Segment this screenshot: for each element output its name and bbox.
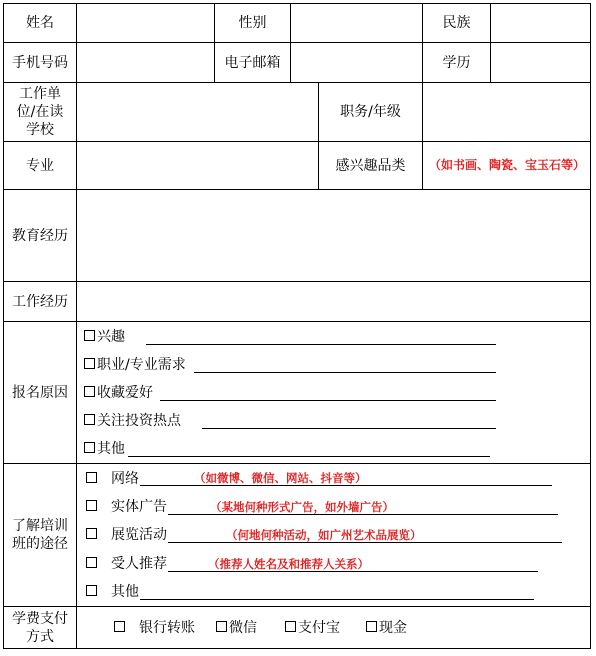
channel-option-label: 网络	[111, 471, 139, 487]
checkbox-icon[interactable]	[84, 386, 95, 397]
employer-field[interactable]	[77, 83, 318, 141]
payment-option[interactable]	[285, 619, 340, 637]
channel-option[interactable]	[86, 470, 139, 488]
checkbox-icon[interactable]	[86, 500, 97, 511]
reason-option[interactable]	[84, 384, 153, 402]
channel-option[interactable]	[86, 583, 139, 601]
payment-option-label: 支付宝	[298, 620, 340, 636]
reason-option[interactable]	[84, 356, 186, 374]
channel-option-label: 受人推荐	[111, 556, 167, 572]
gender-field[interactable]	[291, 4, 422, 42]
reason-option[interactable]	[84, 440, 125, 458]
reason-option-label: 职业/专业需求	[97, 357, 186, 373]
reason-option-label: 其他	[97, 441, 125, 457]
name-label: 姓名	[26, 15, 54, 31]
fill-line[interactable]	[140, 485, 552, 486]
education-label: 学历	[442, 54, 471, 71]
education-history-field[interactable]	[77, 190, 590, 281]
reasons-label: 报名原因	[12, 384, 68, 401]
channel-option-label: 展览活动	[111, 527, 167, 543]
row-divider	[4, 463, 590, 464]
checkbox-icon[interactable]	[285, 621, 296, 632]
position-label: 职务/年级	[340, 104, 401, 120]
email-field[interactable]	[291, 43, 422, 82]
checkbox-icon[interactable]	[84, 358, 95, 369]
fill-line[interactable]	[168, 542, 562, 543]
education-field[interactable]	[491, 43, 590, 82]
row-divider	[4, 606, 590, 607]
fill-line[interactable]	[202, 428, 496, 429]
interest-note: （如书画、陶瓷、宝玉石等）	[428, 158, 585, 172]
channel-note: （如微博、微信、网站、抖音等）	[194, 471, 367, 485]
checkbox-icon[interactable]	[84, 330, 95, 341]
checkbox-icon[interactable]	[216, 621, 227, 632]
fill-line[interactable]	[168, 514, 558, 515]
major-field[interactable]	[77, 142, 318, 189]
row-divider	[4, 321, 590, 322]
reason-option-label: 收藏爱好	[97, 385, 153, 401]
channel-option[interactable]	[86, 526, 167, 544]
phone-label: 手机号码	[12, 54, 68, 71]
major-label: 专业	[26, 157, 54, 174]
channel-option[interactable]	[86, 555, 167, 573]
registration-form	[3, 3, 591, 649]
checkbox-icon[interactable]	[366, 621, 377, 632]
fill-line[interactable]	[194, 372, 496, 373]
payment-option[interactable]	[216, 619, 257, 637]
gender-label: 性别	[238, 15, 267, 31]
ethnicity-label: 民族	[442, 15, 471, 31]
reason-option-label: 兴趣	[97, 329, 125, 345]
checkbox-icon[interactable]	[86, 472, 97, 483]
payment-option-label: 微信	[229, 620, 257, 636]
payment-option-label: 现金	[379, 620, 407, 636]
channel-option[interactable]	[86, 498, 167, 516]
reason-option[interactable]	[84, 328, 125, 346]
channel-note: （某地何种形式广告，如外墙广告）	[210, 500, 394, 514]
channels-label: 了解培训班的途径	[12, 518, 68, 552]
ethnicity-field[interactable]	[491, 4, 590, 42]
checkbox-icon[interactable]	[84, 414, 95, 425]
interest-label: 感兴趣品类	[335, 157, 406, 174]
payment-option[interactable]	[366, 619, 407, 637]
channel-note: （何地何种活动，如广州艺术品展览）	[226, 528, 422, 542]
position-field[interactable]	[423, 83, 590, 141]
payment-option-label: 银行转账	[139, 620, 195, 636]
email-label: 电子邮箱	[224, 54, 281, 71]
checkbox-icon[interactable]	[114, 621, 125, 632]
employer-label: 工作单位/在读学校	[16, 86, 64, 138]
checkbox-icon[interactable]	[86, 557, 97, 568]
payment-option[interactable]	[114, 619, 195, 637]
reason-option[interactable]	[84, 412, 181, 430]
fill-line[interactable]	[128, 456, 490, 457]
fill-line[interactable]	[140, 599, 534, 600]
fill-line[interactable]	[146, 344, 496, 345]
channel-option-label: 其他	[111, 584, 139, 600]
phone-field[interactable]	[77, 43, 214, 82]
work-history-label: 工作经历	[12, 293, 68, 310]
education-history-label: 教育经历	[12, 227, 68, 244]
work-history-field[interactable]	[77, 282, 590, 321]
fill-line[interactable]	[168, 571, 538, 572]
channel-note: （推荐人姓名及和推荐人关系）	[208, 557, 369, 571]
reason-option-label: 关注投资热点	[97, 413, 181, 429]
fill-line[interactable]	[160, 400, 496, 401]
payment-label: 学费支付方式	[12, 610, 68, 645]
channel-option-label: 实体广告	[111, 499, 167, 515]
checkbox-icon[interactable]	[86, 585, 97, 596]
name-field[interactable]	[77, 4, 214, 42]
checkbox-icon[interactable]	[84, 442, 95, 453]
checkbox-icon[interactable]	[86, 528, 97, 539]
